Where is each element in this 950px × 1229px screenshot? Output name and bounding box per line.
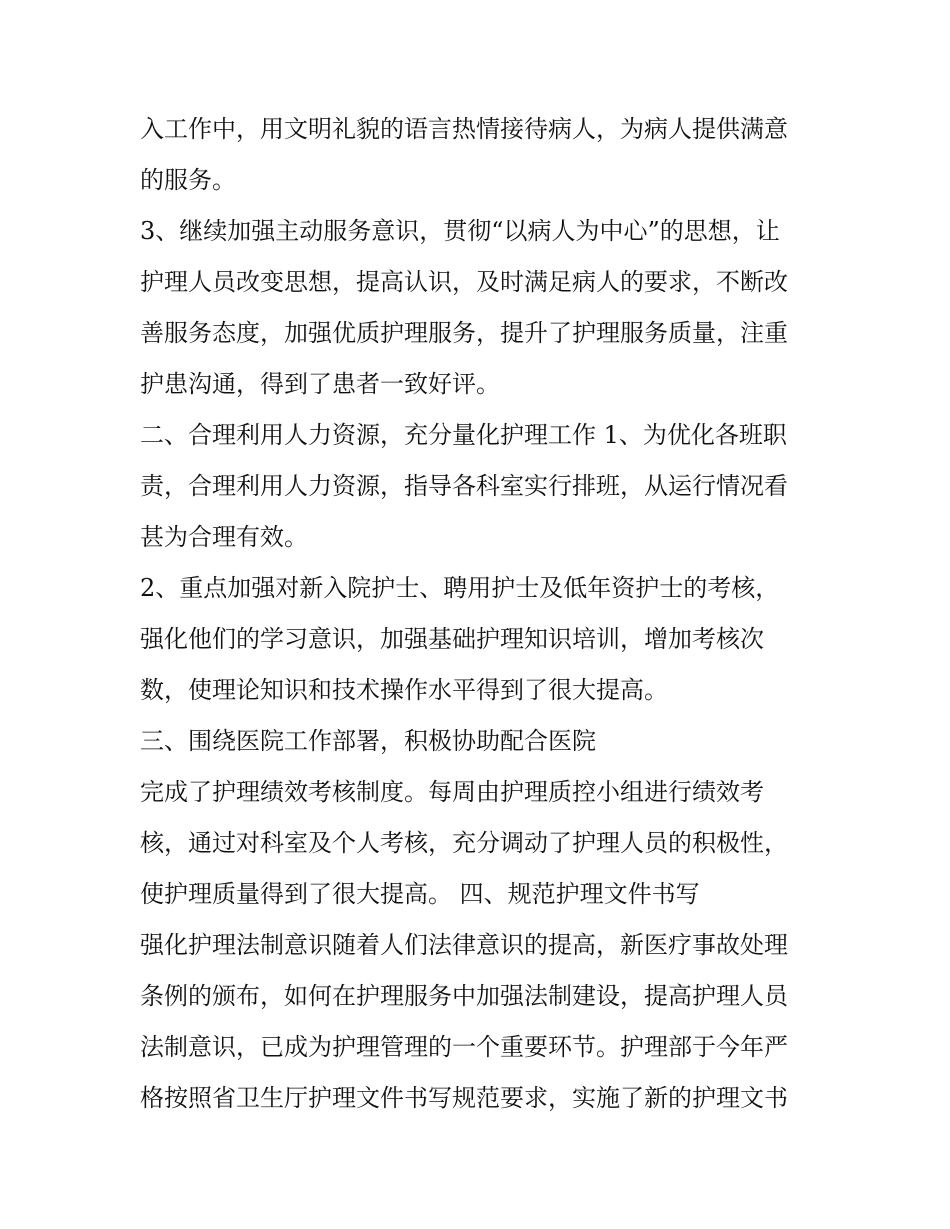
- text-line: 核，通过对科室及个人考核，充分调动了护理人员的积极性，: [140, 829, 788, 857]
- text-line: 三、围绕医院工作部署，积极协助配合医院: [140, 727, 596, 755]
- text-line: 甚为合理有效。: [140, 523, 308, 551]
- text-line: 使护理质量得到了很大提高。 四、规范护理文件书写: [140, 880, 700, 908]
- text-line: 善服务态度，加强优质护理服务，提升了护理服务质量，注重: [140, 319, 788, 347]
- text-line: 法制意识，已成为护理管理的一个重要环节。护理部于今年严: [140, 1033, 788, 1061]
- text-line: 2、重点加强对新入院护士、聘用护士及低年资护士的考核，: [140, 574, 780, 602]
- text-line: 完成了护理绩效考核制度。每周由护理质控小组进行绩效考: [140, 778, 764, 806]
- text-line: 护患沟通，得到了患者一致好评。: [140, 370, 500, 398]
- text-line: 责，合理利用人力资源，指导各科室实行排班，从运行情况看: [140, 472, 788, 500]
- text-line: 条例的颁布，如何在护理服务中加强法制建设，提高护理人员: [140, 982, 788, 1010]
- text-line: 数，使理论知识和技术操作水平得到了很大提高。: [140, 676, 668, 704]
- text-line: 强化护理法制意识随着人们法律意识的提高，新医疗事故处理: [140, 931, 788, 959]
- text-line: 入工作中，用文明礼貌的语言热情接待病人，为病人提供满意: [140, 115, 788, 143]
- text-line: 强化他们的学习意识，加强基础护理知识培训，增加考核次: [140, 625, 764, 653]
- text-line: 护理人员改变思想，提高认识，及时满足病人的要求，不断改: [140, 268, 788, 296]
- text-line: 3、继续加强主动服务意识，贯彻“以病人为中心”的思想，让: [140, 217, 780, 245]
- document-body: [140, 104, 820, 1124]
- text-line: 二、合理利用人力资源，充分量化护理工作 1、为优化各班职: [140, 421, 787, 449]
- text-line: 的服务。: [140, 166, 236, 194]
- text-line: 格按照省卫生厅护理文件书写规范要求，实施了新的护理文书: [140, 1084, 788, 1112]
